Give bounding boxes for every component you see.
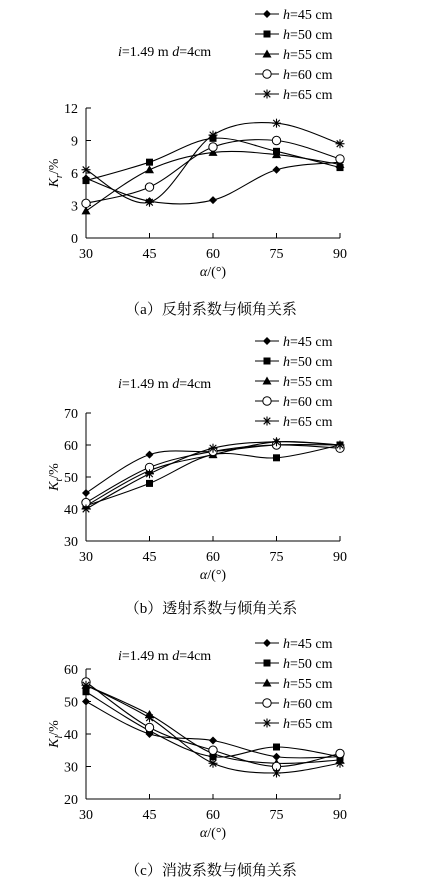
legend-entry: [255, 657, 333, 672]
data-point: [209, 737, 217, 745]
legend-entry: [255, 677, 333, 692]
data-point: [273, 744, 280, 751]
params-annotation: i=1.49 m d=4cm: [118, 45, 212, 60]
y-tick-label: 40: [64, 728, 78, 743]
legend-marker: [263, 337, 271, 345]
x-tick-label: 75: [269, 247, 284, 262]
legend-label: h=45 cm: [283, 335, 333, 350]
legend-marker: [264, 358, 271, 365]
y-tick-label: 50: [64, 471, 78, 486]
y-tick-label: 3: [71, 199, 78, 215]
x-tick-label: 90: [333, 550, 347, 565]
legend-entry: [255, 415, 333, 430]
y-tick-label: 20: [64, 793, 78, 808]
legend-entry: [255, 395, 333, 410]
y-tick-label: 12: [64, 102, 78, 117]
legend-marker: [263, 639, 271, 647]
x-axis-label: α/(°): [199, 568, 227, 583]
x-tick-label: 60: [206, 550, 220, 565]
x-tick-label: 45: [142, 247, 157, 262]
x-tick-label: 45: [142, 550, 157, 565]
legend-label: h=45 cm: [283, 8, 333, 23]
figure-caption: （b）透射系数与倾角关系: [124, 601, 298, 617]
data-point: [336, 155, 344, 163]
data-point: [146, 451, 154, 459]
legend-label: h=60 cm: [283, 395, 333, 410]
chart-panel-c: [47, 637, 347, 879]
y-tick-label: 30: [64, 760, 78, 776]
legend-label: h=65 cm: [283, 415, 333, 430]
data-point: [82, 199, 90, 207]
x-tick-label: 75: [269, 550, 284, 565]
legend-entry: [255, 68, 333, 83]
y-tick-label: 60: [64, 663, 78, 678]
legend-label: h=55 cm: [283, 375, 333, 390]
series-h-65-cm: [82, 119, 345, 207]
data-point: [273, 454, 280, 461]
x-tick-label: 30: [79, 550, 93, 565]
legend-label: h=60 cm: [283, 697, 333, 712]
data-point: [145, 165, 154, 173]
data-point: [272, 437, 281, 446]
legend-label: h=55 cm: [283, 48, 333, 63]
legend-label: h=60 cm: [283, 68, 333, 83]
data-point: [336, 139, 345, 148]
legend-label: h=45 cm: [283, 637, 333, 652]
data-point: [82, 698, 90, 706]
legend-entry: [255, 48, 333, 63]
data-point: [209, 196, 217, 204]
data-point: [273, 166, 281, 174]
data-point: [336, 749, 344, 757]
data-point: [272, 769, 281, 778]
data-point: [146, 480, 153, 487]
series-h-65-cm: [82, 437, 345, 513]
legend-entry: [255, 355, 333, 370]
legend-entry: [255, 8, 333, 23]
legend-label: h=50 cm: [283, 28, 333, 43]
x-axis-label: α/(°): [199, 265, 227, 280]
data-point: [209, 131, 218, 140]
data-point: [209, 444, 218, 453]
legend-entry: [255, 88, 333, 103]
data-point: [336, 759, 345, 768]
legend-marker: [263, 90, 272, 99]
x-tick-label: 45: [142, 808, 157, 823]
legend-entry: [255, 335, 333, 350]
legend-entry: [255, 637, 333, 652]
data-point: [83, 177, 90, 184]
chart-panel-a: [47, 8, 347, 318]
legend-label: h=65 cm: [283, 88, 333, 103]
x-tick-label: 90: [333, 808, 347, 823]
x-tick-label: 60: [206, 247, 220, 262]
legend-marker: [263, 699, 271, 707]
data-point: [272, 136, 280, 144]
legend-marker: [264, 31, 271, 38]
series-h-45-cm: [82, 158, 344, 205]
data-point: [336, 441, 345, 450]
y-tick-label: 6: [71, 167, 78, 182]
data-point: [145, 198, 154, 207]
y-tick-label: 50: [64, 695, 78, 711]
data-point: [82, 681, 91, 690]
data-point: [82, 165, 91, 174]
params-annotation: i=1.49 m d=4cm: [118, 649, 212, 664]
params-annotation: i=1.49 m d=4cm: [118, 377, 212, 392]
y-tick-label: 70: [64, 407, 78, 422]
legend-entry: [255, 28, 333, 43]
y-tick-label: 0: [71, 232, 78, 247]
x-axis-label: α/(°): [199, 826, 227, 841]
data-point: [145, 713, 154, 722]
legend-marker: [263, 10, 271, 18]
x-tick-label: 75: [269, 808, 284, 823]
legend-entry: [255, 375, 333, 390]
series-h-50-cm: [83, 135, 344, 184]
y-tick-label: 9: [71, 134, 78, 150]
y-tick-label: 40: [64, 503, 78, 518]
chart-panel-b: [47, 335, 347, 617]
y-tick-label: 30: [64, 535, 78, 550]
x-tick-label: 30: [79, 808, 93, 823]
legend-entry: [255, 717, 333, 732]
y-axis-label: $K_r/\%$: [47, 158, 65, 188]
data-point: [209, 143, 217, 151]
x-tick-label: 30: [79, 247, 93, 262]
data-point: [209, 746, 217, 754]
data-point: [272, 119, 281, 128]
y-tick-label: 60: [64, 439, 78, 454]
figure-caption: （a）反射系数与倾角关系: [125, 302, 297, 318]
x-tick-label: 90: [333, 247, 347, 262]
legend-entry: [255, 697, 333, 712]
legend-label: h=50 cm: [283, 657, 333, 672]
y-axis-label: $K_t/\%$: [47, 463, 65, 491]
data-point: [145, 723, 153, 731]
legend-marker: [263, 70, 271, 78]
data-point: [146, 159, 153, 166]
data-point: [82, 505, 91, 514]
legend-label: h=50 cm: [283, 355, 333, 370]
data-point: [145, 469, 154, 478]
legend-marker: [263, 397, 271, 405]
legend-marker: [263, 719, 272, 728]
legend-label: h=55 cm: [283, 677, 333, 692]
y-axis-label: $K_l/\%$: [47, 720, 65, 748]
legend-label: h=65 cm: [283, 717, 333, 732]
data-point: [145, 183, 153, 191]
figure-caption: （c）消波系数与倾角关系: [125, 863, 297, 879]
data-point: [82, 489, 90, 497]
legend-marker: [263, 417, 272, 426]
legend-marker: [264, 660, 271, 667]
x-tick-label: 60: [206, 808, 220, 823]
data-point: [209, 759, 218, 768]
